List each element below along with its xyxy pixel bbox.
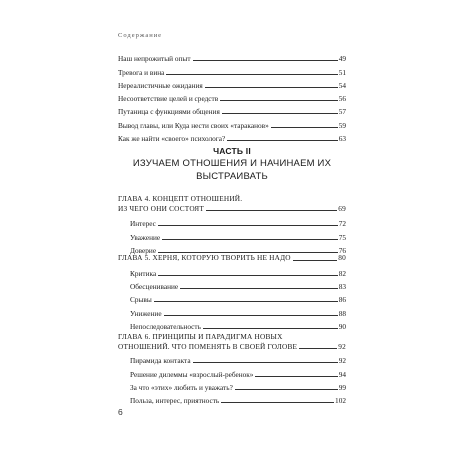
dot-leader [206,210,337,211]
chapter-page: 80 [338,253,346,262]
toc-entry-label: Вывод главы, или Куда нести своих «тараканов» [118,120,269,130]
toc-entry-label: За что «этих» любить и уважать? [130,382,233,392]
page-number: 6 [118,407,123,417]
toc-entry-page: 59 [338,120,346,130]
dot-leader [293,260,338,261]
toc-entry-page: 94 [338,369,346,379]
dot-leader [193,362,338,363]
toc-entry[interactable] [118,278,346,291]
dot-leader [221,402,334,403]
toc-entry-label: Путаница с функциями общения [118,107,220,117]
chapter-title-line-2: ОТНОШЕНИЙ. ЧТО ПОМЕНЯТЬ В СВОЕЙ ГОЛОВЕ [118,341,298,351]
toc-entry-label: Наш непрожитый опыт [118,54,191,64]
toc-entry-label: Как же найти «своего» психолога? [118,134,226,144]
toc-entry-label: Непоследовательность [130,321,201,331]
toc-entry-page: 102 [335,396,346,406]
dot-leader [193,60,338,61]
dot-leader [154,301,338,302]
toc-entry-label: Критика [130,268,157,278]
part-title-line-1: ИЗУЧАЕМ ОТНОШЕНИЯ И НАЧИНАЕМ ИХ [132,158,332,169]
part-number: ЧАСТЬ II [213,146,251,156]
dot-leader [235,389,338,390]
toc-entry-page: 72 [338,219,346,229]
toc-entry-label: Нереалистичные ожидания [118,80,203,90]
toc-entry-page: 88 [338,308,346,318]
toc-entry-page: 63 [338,134,346,144]
toc-entry-label: Польза, интерес, приятность [130,396,220,406]
dot-leader [220,100,338,101]
toc-entry[interactable] [118,63,346,76]
dot-leader [162,239,338,240]
toc-entry[interactable] [118,318,346,331]
toc-entry[interactable] [118,130,346,143]
toc-entry[interactable] [118,90,346,103]
chapter-4-section [118,194,346,255]
toc-entry-label: Тревога и вина [118,67,165,77]
toc-entry-label: Доверие [130,245,157,255]
toc-entry-page: 54 [338,80,346,90]
chapter-title-line-2: ИЗ ЧЕГО ОНИ СОСТОЯТ [118,203,205,213]
chapter-title: ГЛАВА 5. ХЕРНЯ, КОТОРУЮ ТВОРИТЬ НЕ НАДО [118,253,291,262]
toc-entry[interactable] [118,365,346,378]
dot-leader [271,127,338,128]
chapter-page: 69 [338,203,346,213]
toc-entry-page: 90 [338,321,346,331]
toc-entry-page: 86 [338,295,346,305]
toc-entry[interactable] [118,116,346,129]
chapter-heading[interactable] [118,332,346,351]
toc-entry-label: Унижение [130,308,162,318]
chapter-6-section [118,332,346,405]
part-heading [118,146,346,183]
dot-leader [164,315,338,316]
part-title-line-2: ВЫСТРАИВАТЬ [196,170,268,182]
toc-entry-label: Срывы [130,295,152,305]
toc-entry-label: Решение дилеммы «взрослый-ребенок» [130,369,254,379]
toc-entry[interactable] [118,103,346,116]
toc-entry-page: 51 [338,67,346,77]
toc-entry[interactable] [118,215,346,228]
toc-entry-page: 49 [338,54,346,64]
toc-entry-page: 83 [338,282,346,292]
toc-entry-page: 56 [338,94,346,104]
toc-entry[interactable] [118,304,346,317]
chapter-page: 92 [338,341,346,351]
dot-leader [255,376,337,377]
dot-leader [299,348,337,349]
toc-entry[interactable] [118,291,346,304]
toc-entry[interactable] [118,352,346,365]
dot-leader [222,113,338,114]
toc-top-list [118,50,346,143]
toc-entry[interactable] [118,379,346,392]
dot-leader [158,225,338,226]
toc-entry-page: 82 [338,268,346,278]
chapter-title-line-1: ГЛАВА 6. ПРИНЦИПЫ И ПАРАДИГМА НОВЫХ [118,332,283,341]
toc-entry-page: 75 [338,232,346,242]
toc-entry-page: 76 [338,245,346,255]
dot-leader [166,74,337,75]
toc-entry-page: 57 [338,107,346,117]
toc-entry-label: Интерес [130,219,156,229]
chapter-5-section [118,253,346,331]
dot-leader [180,288,338,289]
toc-entry-label: Несоответствие целей и средств [118,94,219,104]
toc-entry[interactable] [118,77,346,90]
toc-entry-page: 92 [338,356,346,366]
chapter-heading[interactable] [118,253,346,263]
running-head: Содержание [118,32,163,39]
chapter-title-line-1: ГЛАВА 4. КОНЦЕПТ ОТНОШЕНИЙ. [118,194,243,203]
toc-entry[interactable] [118,228,346,241]
toc-entry[interactable] [118,265,346,278]
dot-leader [227,140,337,141]
toc-entry-label: Уважение [130,232,161,242]
chapter-heading[interactable] [118,194,346,213]
dot-leader [205,87,338,88]
toc-entry[interactable] [118,50,346,63]
dot-leader [158,275,338,276]
dot-leader [203,328,338,329]
toc-entry-label: Пирамида контакта [130,356,191,366]
toc-entry-label: Обесценивание [130,282,179,292]
toc-entry[interactable] [118,392,346,405]
toc-entry-page: 99 [338,382,346,392]
